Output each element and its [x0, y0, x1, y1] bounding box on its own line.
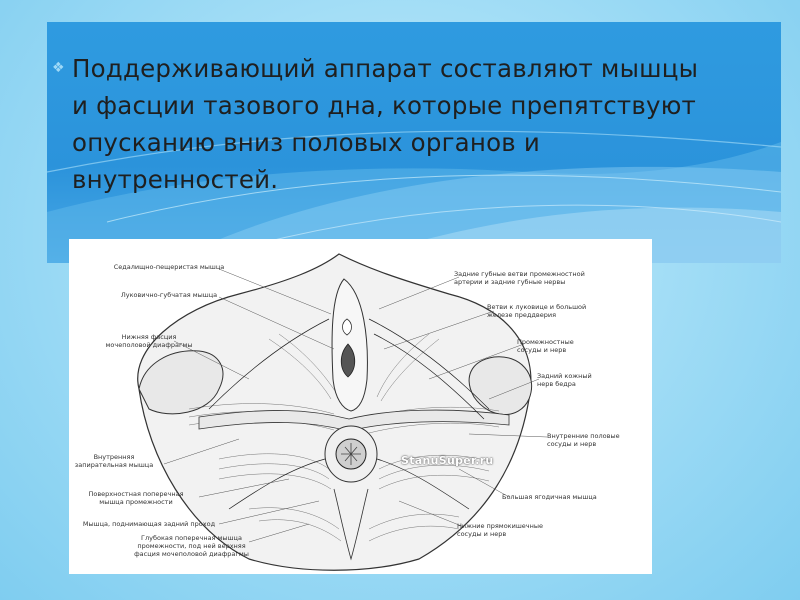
label-bulbospongiosus: Луковично-губчатая мышца — [120, 291, 218, 299]
label-inferior-rectal: Нижние прямокишечные сосуды и нерв — [457, 522, 543, 538]
label-gluteus-maximus: Большая ягодичная мышца — [502, 493, 597, 501]
label-obturator-internus: Внутренняя запирательная мышца — [74, 453, 154, 469]
label-superficial-transverse: Поверхностная поперечная мышца промежности — [88, 490, 184, 506]
anatomy-illustration — [69, 239, 652, 574]
watermark: StanuSuper.ru — [401, 454, 494, 467]
diamond-bullet-icon: ❖ — [52, 60, 65, 76]
label-levator-ani: Мышца, поднимающая задний проход — [82, 520, 216, 528]
label-internal-pudendal: Внутренние половые сосуды и нерв — [547, 432, 620, 448]
slide-body-text: Поддерживающий аппарат составляют мышцы и фасции тазового дна, которые препятствуют опусканию вниз половых органов и внутренностей. — [72, 54, 699, 194]
label-labial-branches: Задние губные ветви промежностной артерии и задние губные нервы — [454, 270, 585, 286]
label-perineal-vessels: Промежностные сосуды и нерв — [517, 338, 574, 354]
label-deep-transverse: Глубокая поперечная мышца промежности, под ней верхняя фасция мочеполовой диафрагмы — [134, 534, 249, 558]
label-ischiocavernosus: Седалищно-пещеристая мышца — [113, 263, 225, 271]
label-inferior-fascia: Нижняя фасция мочеполовой диафрагмы — [105, 333, 193, 349]
label-bulb-branches: Ветви к луковице и большой железе преддверия — [487, 303, 587, 319]
label-posterior-cutaneous: Задний кожный нерв бедра — [537, 372, 592, 388]
